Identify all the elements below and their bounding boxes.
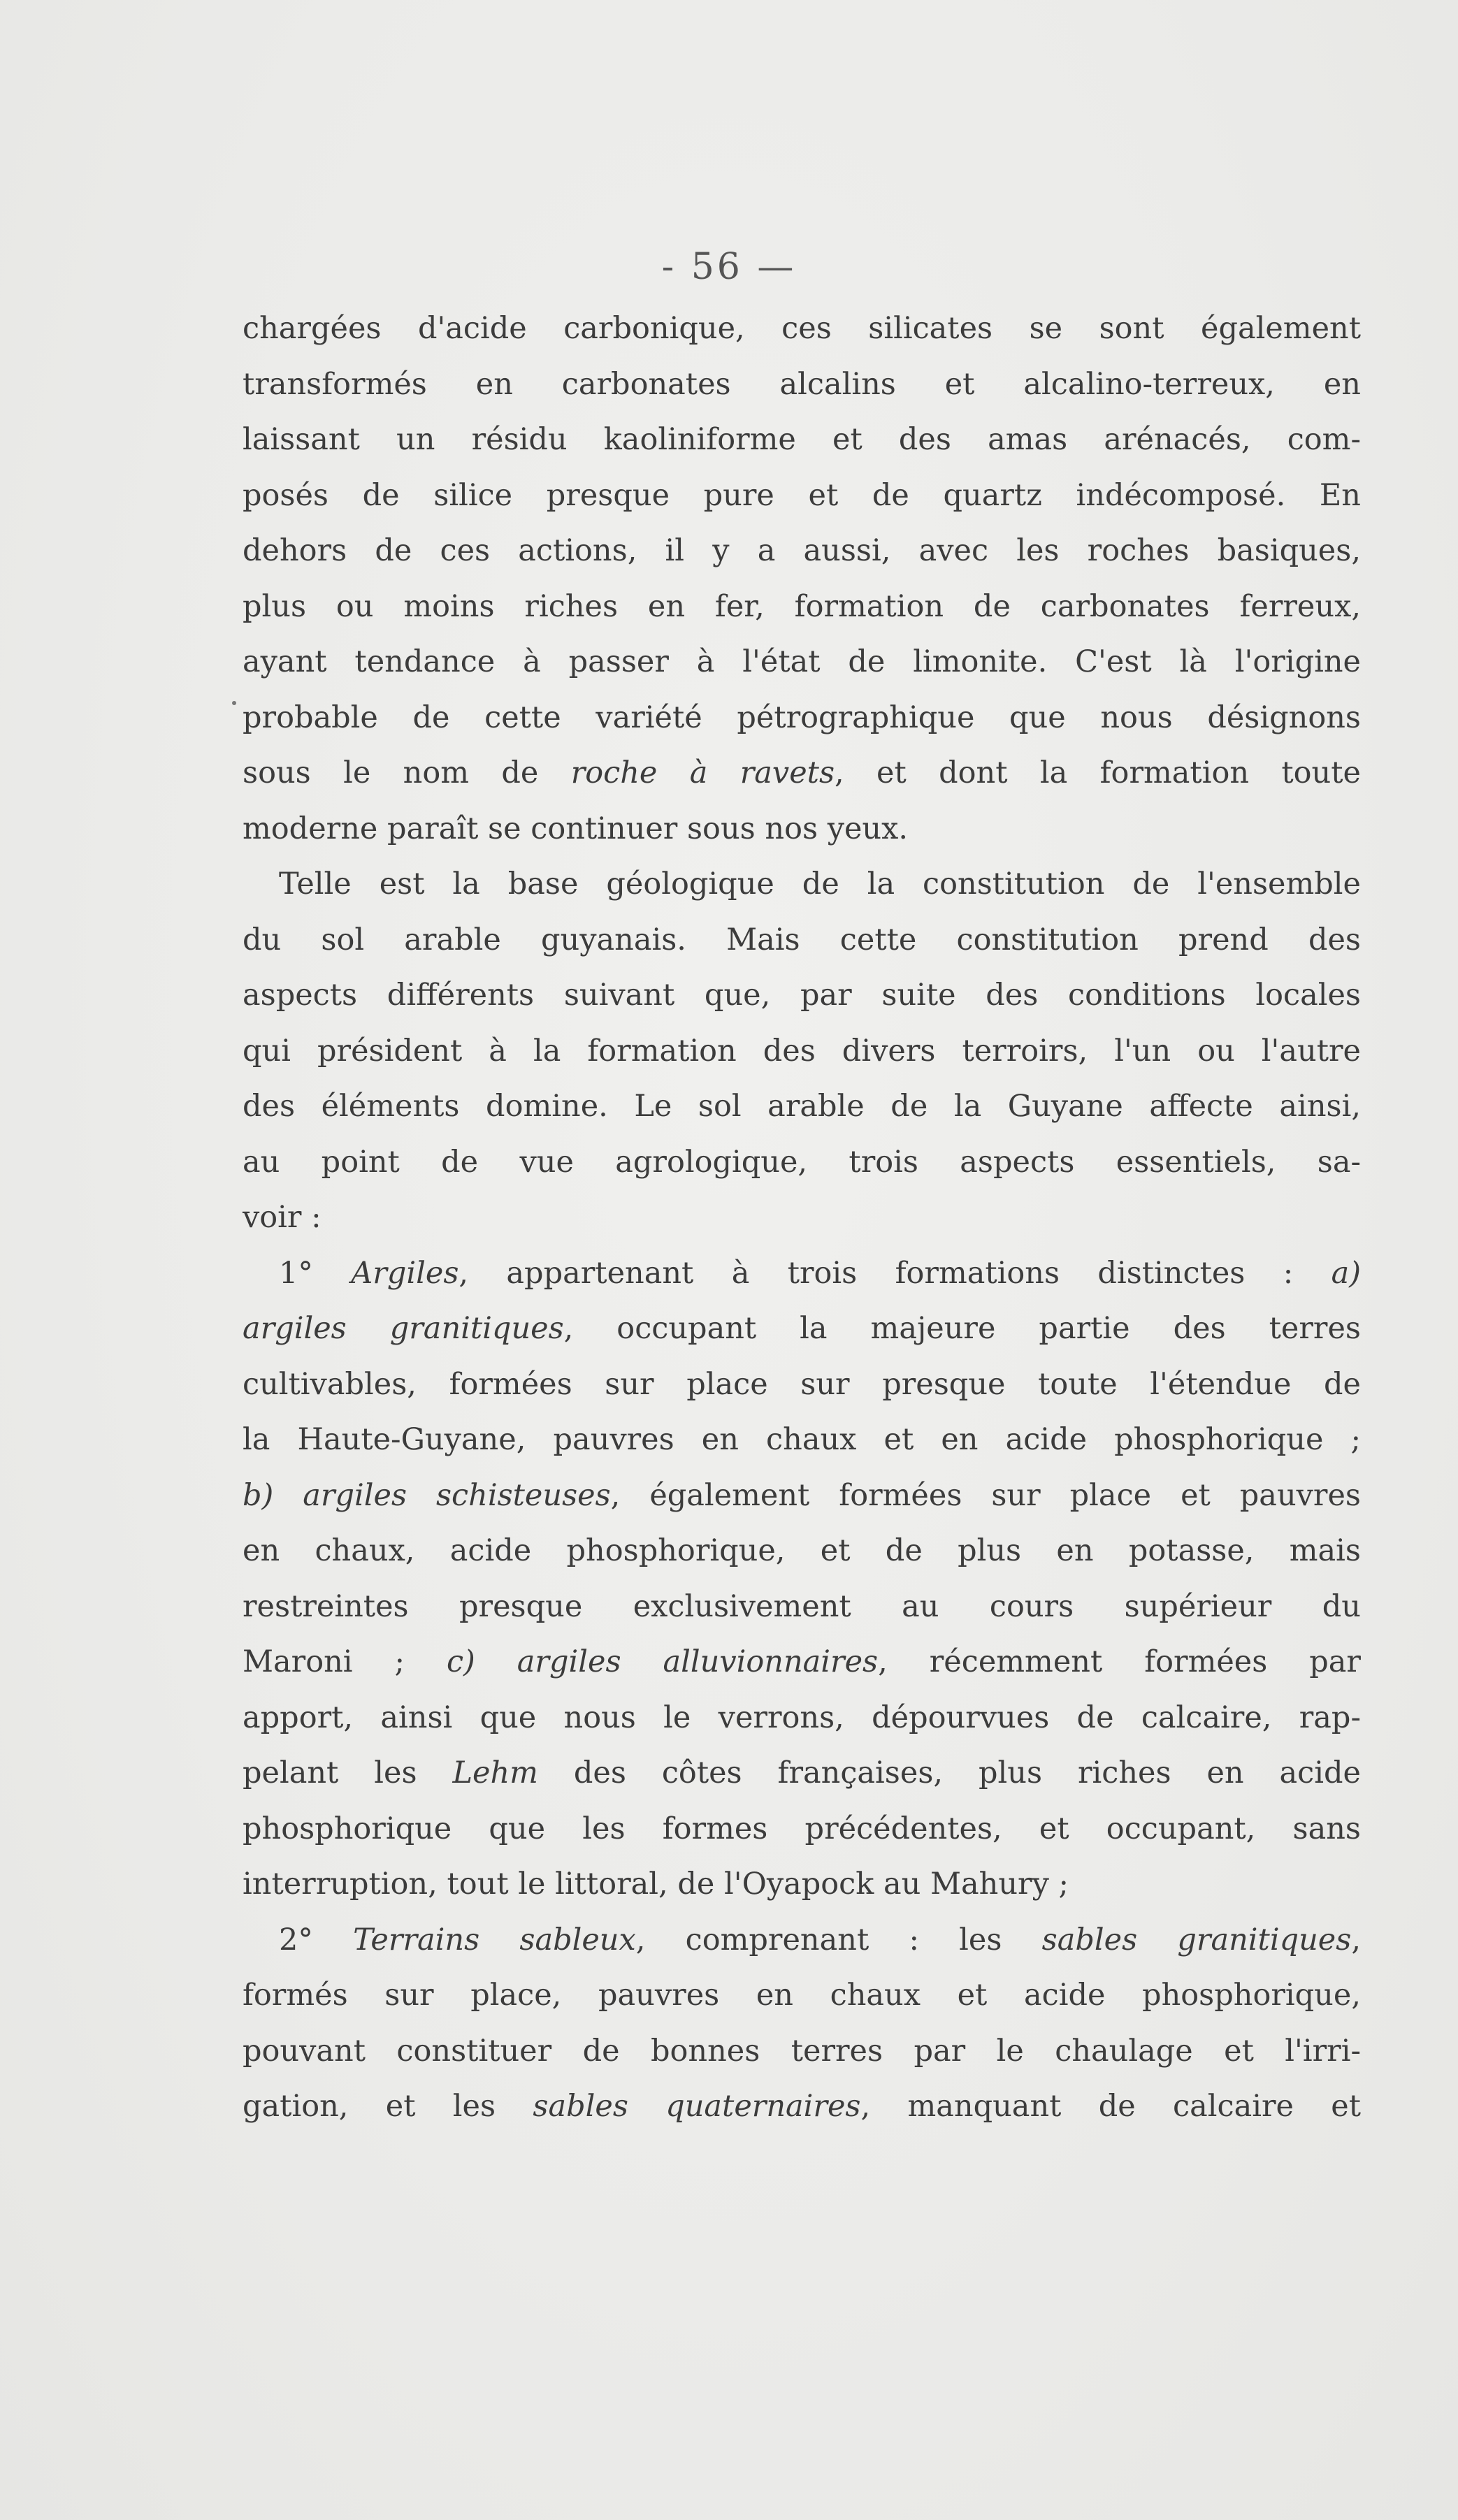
text-run: Maroni ; (243, 1644, 447, 1679)
text-run: , et dont la formation toute (835, 755, 1361, 790)
text-run: formés sur place, pauvres en chaux et acide phosphorique, (243, 1978, 1361, 2013)
paragraph (243, 1913, 1361, 2135)
text-line (243, 635, 1361, 690)
text-run: gation, et les (243, 2089, 533, 2124)
text-line (243, 1579, 1361, 1635)
text-run: sous le nom de (243, 755, 571, 790)
italic-term: argiles granitiques (243, 1311, 564, 1346)
text-line (243, 1079, 1361, 1135)
paragraph (243, 301, 1361, 857)
text-line (243, 523, 1361, 579)
text-run: phosphorique que les formes précédentes, et occupant, sans (243, 1811, 1361, 1846)
italic-term: sables granitiques (1041, 1922, 1352, 1957)
text-run: aspects différents suivant que, par suite des conditions locales (243, 978, 1361, 1013)
text-run: Telle est la base géologique de la constitution de l'ensemble (279, 867, 1361, 901)
italic-term: argiles schisteuses (303, 1477, 611, 1513)
text-run: chargées d'acide carbonique, ces silicates se sont également (243, 311, 1361, 346)
text-line (243, 1968, 1361, 2024)
text-line (243, 468, 1361, 524)
text-line (243, 357, 1361, 413)
text-run: laissant un résidu kaoliniforme et des amas arénacés, com- (243, 422, 1361, 457)
text-line (243, 1857, 1361, 1913)
page-number: - 56 — (661, 246, 797, 288)
text-run: probable de cette variété pétrographique que nous désignons (243, 700, 1361, 735)
text-run: cultivables, formées sur place sur presque toute l'étendue de (243, 1366, 1361, 1402)
text-line (243, 690, 1361, 746)
text-run: , manquant de calcaire et (860, 2089, 1361, 2124)
italic-term: c) argiles alluvionnaires (446, 1644, 879, 1679)
text-run: interruption, tout le littoral, de l'Oyapock au Mahury ; (243, 1867, 1069, 1902)
italic-term: roche à ravets (570, 755, 835, 790)
text-line (243, 412, 1361, 468)
text-line (243, 1913, 1361, 1969)
text-run: en chaux, acide phosphorique, et de plus en potasse, mais (243, 1533, 1361, 1568)
text-run: transformés en carbonates alcalins et alcalino-terreux, en (243, 366, 1361, 402)
text-run: la Haute-Guyane, pauvres en chaux et en acide phosphorique ; (243, 1422, 1361, 1457)
text-line (243, 857, 1361, 913)
text-run: restreintes presque exclusivement au cours supérieur du (243, 1588, 1361, 1624)
text-run: moderne paraît se continuer sous nos yeux. (243, 811, 909, 846)
text-run: , comprenant : les (635, 1922, 1042, 1957)
text-run: apport, ainsi que nous le verrons, dépourvues de calcaire, rap- (243, 1700, 1361, 1735)
text-run: posés de silice presque pure et de quartz indécomposé. En (243, 477, 1361, 513)
italic-term: a) (1331, 1255, 1362, 1291)
text-run: plus ou moins riches en fer, formation de carbonates ferreux, (243, 588, 1361, 624)
text-run: au point de vue agrologique, trois aspects essentiels, sa- (243, 1144, 1361, 1180)
text-line (243, 1635, 1361, 1690)
text-run: 1° (279, 1255, 352, 1291)
text-line (243, 1690, 1361, 1746)
text-line (243, 1802, 1361, 1858)
text-line (243, 746, 1361, 802)
text-line (243, 1357, 1361, 1413)
text-line (243, 301, 1361, 357)
text-run: , occupant la majeure partie des terres (563, 1311, 1361, 1346)
text-line (243, 1468, 1361, 1524)
italic-term: Terrains sableux (353, 1922, 636, 1957)
italic-term: Lehm (452, 1755, 538, 1790)
text-line (243, 2079, 1361, 2135)
italic-term: sables quaternaires (533, 2089, 861, 2124)
ink-speck (232, 701, 236, 705)
paragraph (243, 857, 1361, 1246)
text-run: du sol arable guyanais. Mais cette constitution prend des (243, 922, 1361, 957)
text-line (243, 968, 1361, 1024)
text-line (243, 1190, 1361, 1246)
text-line (243, 802, 1361, 857)
italic-term: b) (243, 1477, 303, 1513)
text-run: qui président à la formation des divers terroirs, l'un ou l'autre (243, 1033, 1361, 1069)
text-run: 2° (279, 1922, 354, 1957)
text-run: voir : (243, 1200, 322, 1235)
text-run: pelant les (243, 1755, 453, 1790)
paragraph (243, 1246, 1361, 1913)
text-line (243, 1135, 1361, 1191)
italic-term: Argiles (351, 1255, 459, 1291)
text-run: des côtes françaises, plus riches en acide (537, 1755, 1361, 1790)
text-line (243, 579, 1361, 635)
text-run: dehors de ces actions, il y a aussi, avec les roches basiques, (243, 533, 1361, 568)
text-line (243, 1412, 1361, 1468)
text-line (243, 1024, 1361, 1080)
text-run: ayant tendance à passer à l'état de limonite. C'est là l'origine (243, 644, 1361, 679)
text-run: des éléments domine. Le sol arable de la Guyane affecte ainsi, (243, 1089, 1361, 1124)
text-line (243, 1523, 1361, 1579)
text-run: , appartenant à trois formations distinctes : (459, 1255, 1331, 1291)
text-line (243, 2024, 1361, 2080)
text-line (243, 1301, 1361, 1357)
body-text (243, 301, 1361, 2135)
text-run: , également formées sur place et pauvres (610, 1477, 1361, 1513)
text-run: , (1351, 1922, 1361, 1957)
text-run: pouvant constituer de bonnes terres par le chaulage et l'irri- (243, 2033, 1361, 2069)
text-line (243, 1746, 1361, 1802)
text-line (243, 913, 1361, 969)
text-run: , récemment formées par (878, 1644, 1361, 1679)
text-line (243, 1246, 1361, 1302)
